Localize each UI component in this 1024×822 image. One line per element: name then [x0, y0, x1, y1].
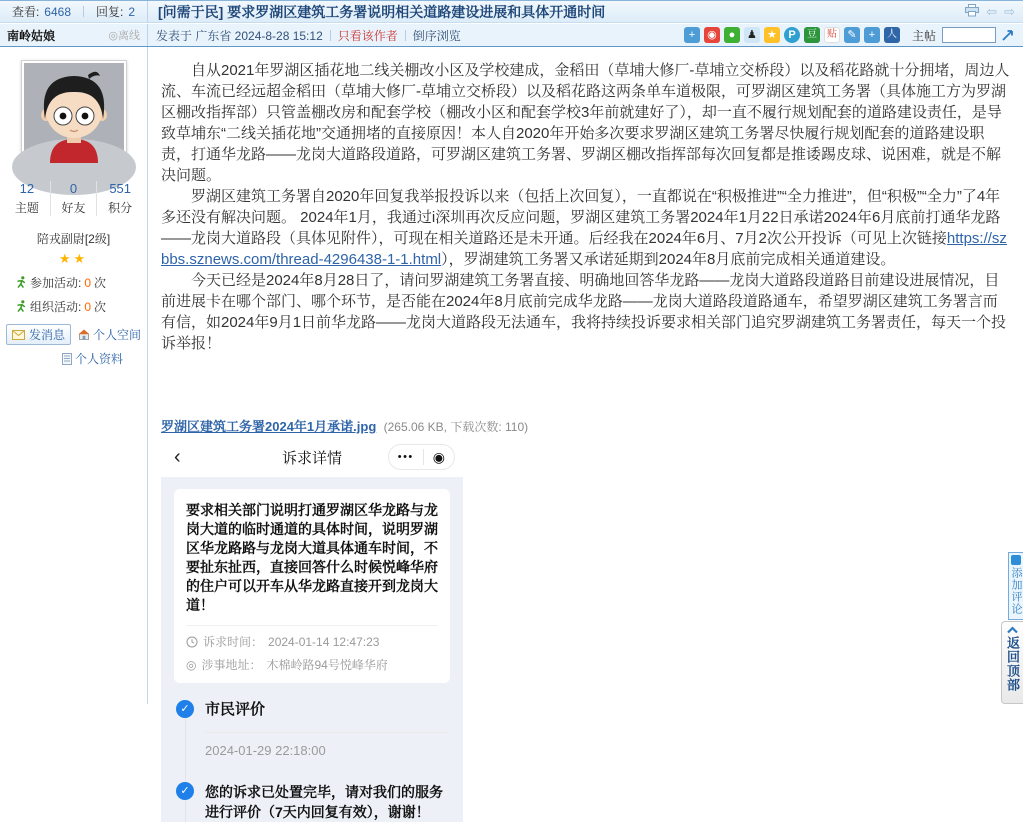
- weibo-icon[interactable]: ◉: [704, 27, 720, 43]
- complaint-card: [174, 489, 450, 683]
- reply-row: [176, 782, 448, 822]
- share-icon-row: [684, 27, 900, 43]
- runner-icon: [16, 300, 27, 313]
- personal-space-link[interactable]: 个人空间: [78, 326, 141, 343]
- divider: [330, 30, 331, 41]
- views-label: 查看:: [11, 5, 40, 19]
- stat-friends[interactable]: 0 好友: [51, 181, 98, 216]
- location-icon: ◎: [186, 657, 197, 672]
- stat-threads[interactable]: 12 主题: [4, 181, 51, 216]
- views-count: 6468: [44, 4, 71, 19]
- qq-icon[interactable]: ♟: [744, 27, 760, 43]
- attachment-image-preview[interactable]: [161, 437, 463, 822]
- send-message-button[interactable]: 发消息: [6, 324, 71, 345]
- divider: [405, 30, 406, 41]
- prev-thread-icon[interactable]: ⇦: [986, 3, 998, 19]
- check-icon: ✓: [176, 700, 194, 718]
- thread-stats: [0, 1, 148, 22]
- divider: [186, 625, 438, 626]
- back-to-top-label: 返回顶部: [1005, 636, 1020, 692]
- online-status: ◎离线: [108, 30, 140, 42]
- rank-stars: [0, 251, 147, 267]
- post-content: [149, 47, 1023, 820]
- post-date: 发表于 广东省 2024-8-28 15:12: [156, 28, 323, 43]
- pengyou-icon[interactable]: P: [784, 27, 800, 43]
- mini-app-capsule: [388, 444, 455, 470]
- offline-icon: ◎: [108, 30, 118, 42]
- previous-complaint-link[interactable]: https://szbbs.sznews.com/thread-4296438-1-1.html: [161, 230, 1007, 268]
- attachment-link[interactable]: 罗湖区建筑工务署2024年1月承诺.jpg: [161, 419, 377, 434]
- print-icon[interactable]: [965, 4, 979, 20]
- star-icon: ★: [58, 251, 74, 266]
- author-sidebar: [0, 47, 148, 704]
- attachment-meta: (265.06 KB, 下载次数: 110): [383, 420, 529, 434]
- thread-header-actions: [965, 4, 1023, 20]
- author-cell: [0, 24, 148, 46]
- share-plus-icon[interactable]: +: [684, 27, 700, 43]
- avatar[interactable]: [21, 60, 127, 166]
- divider: [83, 6, 84, 17]
- star-icon: ★: [73, 251, 89, 266]
- replies-label: 回复:: [96, 5, 124, 19]
- comment-edit-icon: [1011, 555, 1021, 565]
- clock-icon: [186, 636, 198, 648]
- author-name[interactable]: 南岭姑娘: [7, 28, 56, 43]
- organized-activities: 组织活动: 0 次: [16, 298, 147, 315]
- mini-app-title: 诉求详情: [281, 449, 342, 467]
- evaluation-header: [176, 698, 448, 719]
- reverse-order-link[interactable]: 倒序浏览: [412, 28, 461, 43]
- reply-message: 您的诉求已处置完毕，请对我们的服务进行评价（7天内回复有效），谢谢！: [205, 784, 443, 820]
- complaint-text: 要求相关部门说明打通罗湖区华龙路与龙岗大道的临时通道的具体时间，说明罗湖区华龙路路与龙岗大道具体通车时间，不要扯东扯西，直接回答什么时候悦峰华府的住户可以开车从华龙路直接开到龙岗大道！: [186, 502, 438, 613]
- stat-credits[interactable]: 551 积分: [108, 181, 133, 215]
- evaluation-section: [174, 683, 450, 822]
- joined-activities: 参加活动: 0 次: [16, 274, 147, 291]
- post-info-bar: [0, 24, 1023, 47]
- page-jump-input[interactable]: [942, 27, 996, 43]
- renren-icon[interactable]: 人: [884, 27, 900, 43]
- add-comment-tab[interactable]: [1008, 552, 1023, 620]
- reply-date: 2024-01-29 22:18:00: [205, 743, 326, 758]
- douban-icon[interactable]: 豆: [804, 27, 820, 43]
- thread-title: [问需于民] 要求罗湖区建筑工务署说明相关道路建设进展和具体开通时间: [158, 3, 606, 20]
- main-post-label: 主帖: [911, 28, 936, 43]
- edit-share-icon[interactable]: ✎: [844, 27, 860, 43]
- next-thread-icon[interactable]: ⇨: [1004, 3, 1015, 19]
- post-paragraph: 今天已经是2024年8月28日了，请问罗湖建筑工务署直接、明确地回答华龙路——龙岗大道路段道路目前建设进展情况，目前进展卡在哪个部门、哪个环节，是否能在2024年8月底前完成华龙路——龙岗大道路段道路通车，希望罗湖区建筑工务署言而有信，如2024年9月1日前华龙路——龙岗大道路段无法通车，我将持续投诉要求相关部门追究罗湖建筑工务署责任，每天一个投诉举报！: [161, 272, 1007, 352]
- divider: [205, 732, 448, 733]
- only-author-link[interactable]: 只看该作者: [337, 28, 398, 43]
- complaint-time-row: 诉求时间： 2024-01-14 12:47:23: [186, 633, 438, 650]
- add-comment-label: 添加评论: [1010, 567, 1022, 615]
- tieba-icon[interactable]: 贴: [824, 27, 840, 43]
- complaint-address-row: ◎ 涉事地址： 木棉岭路94号悦峰华府: [186, 657, 388, 672]
- post-paragraph: 自从2021年罗湖区插花地二线关棚改小区及学校建成，金稻田（草埔大修厂-草埔立交桥段）以及稻花路就十分拥堵，周边人流、车流已经远超金稻田（草埔大修厂-草埔立交桥段）以及稻花路这两条单车道极限，可罗湖区建筑工务署（具体施工方为罗湖区棚改指挥部）只管盖棚改房和配套学校（棚改小区和配套学校3年前就建好了），却一直不履行规划配套的道路建设责任，是导致草埔东“二线关插花地”交通拥堵的直接原因！本人自2020年开始多次要求罗湖区建筑工务署尽快履行规划配套的道路建设职责，打通华龙路——龙岗大道路段道路，可罗湖区建筑工务署、罗湖区棚改指挥部每次回复都是推诿踢皮球、说困难，就是不解决问题。: [161, 62, 1010, 184]
- thread-header-bar: [0, 0, 1023, 23]
- post-meta-cell: [148, 27, 1023, 44]
- qzone-icon[interactable]: ★: [764, 27, 780, 43]
- envelope-icon: [12, 330, 25, 340]
- check-icon: ✓: [176, 782, 194, 800]
- personal-profile-link[interactable]: 个人资料: [62, 350, 123, 367]
- runner-icon: [16, 276, 27, 289]
- author-stats: [4, 181, 143, 216]
- complaint-detail-body: [161, 477, 463, 822]
- document-icon: [62, 353, 72, 365]
- close-target-icon: ◉: [432, 448, 445, 465]
- user-rank: 陪戎副尉[2级]: [36, 232, 111, 246]
- mini-app-header: [161, 437, 463, 477]
- back-to-top-button[interactable]: [1001, 621, 1023, 704]
- replies-count: 2: [128, 4, 136, 19]
- evaluation-title: 市民评价: [205, 701, 266, 718]
- back-icon: ‹: [174, 446, 181, 468]
- more-icon: •••: [397, 451, 414, 463]
- post-paragraph: 罗湖区建筑工务署自2020年回复我举报投诉以来（包括上次回复），一直都说在“积极推进”“全力推进”，但“积极”“全力”了4年多还没有解决问题。 2024年1月，我通过i深圳再次反应问题，罗湖区建筑工务署2024年1月22日承诺2024年6月底前打通华龙路——龙岗大道路段（具体见附件），可现在相关道路还是未开通。后经我在2024年6月、7月2次公开投诉（可见上次链接https://szbbs.sznews.com/thread-4296438-1-1.html），罗湖建筑工务署又承诺延期到2024年8月底前完成相关通道建设。: [161, 188, 1007, 268]
- wechat-icon[interactable]: ●: [724, 27, 740, 43]
- chevron-up-icon: [1006, 626, 1019, 634]
- house-icon: [78, 329, 90, 340]
- avatar-image: [24, 63, 124, 163]
- add-share-icon[interactable]: +: [864, 27, 880, 43]
- jump-icon[interactable]: [1001, 28, 1015, 42]
- attachment-row: [161, 416, 1011, 435]
